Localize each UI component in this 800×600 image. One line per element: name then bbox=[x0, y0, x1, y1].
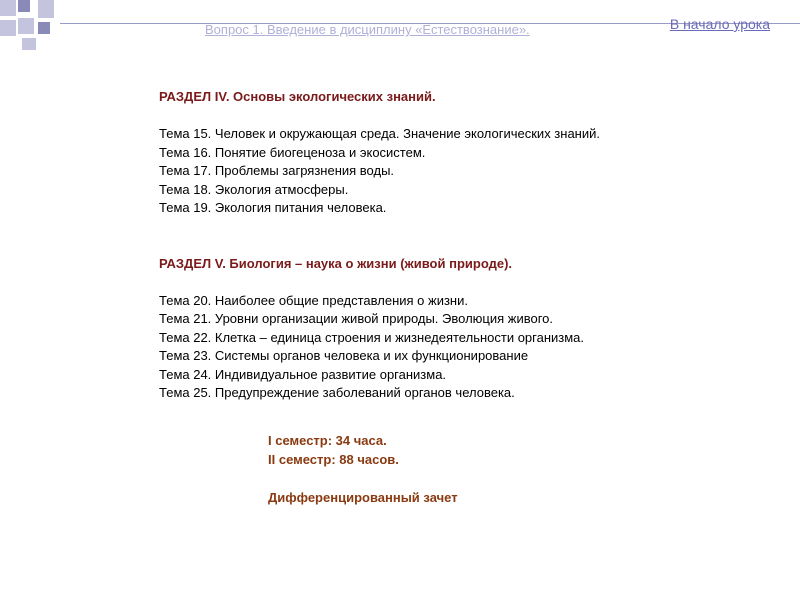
topic-item: Тема 15. Человек и окружающая среда. Значение экологических знаний. bbox=[159, 126, 600, 141]
section-title: РАЗДЕЛ V. Биология – наука о жизни (живой природе). bbox=[159, 255, 513, 271]
topic-item: Тема 17. Проблемы загрязнения воды. bbox=[159, 163, 395, 178]
topic-item: Тема 16. Понятие биогеценоза и экосистем. bbox=[159, 144, 426, 160]
topic-item: Тема 21. Уровни организации живой природы. Эволюция живого. bbox=[159, 311, 554, 326]
semester-hours: I семестр: 34 часа. bbox=[268, 433, 387, 448]
course-content bbox=[118, 88, 644, 403]
topic-item: Тема 20. Наиболее общие представления о жизни. bbox=[159, 292, 468, 308]
decor-square bbox=[18, 0, 30, 12]
hours-summary bbox=[268, 431, 458, 507]
topic-item: Тема 25. Предупреждение заболеваний органов человека. bbox=[159, 385, 515, 400]
section-title: РАЗДЕЛ IV. Основы экологических знаний. bbox=[159, 89, 436, 104]
topic-item: Тема 23. Системы органов человека и их функционирование bbox=[159, 348, 529, 363]
decor-square bbox=[0, 0, 16, 16]
topic-item: Тема 18. Экология атмосферы. bbox=[159, 181, 349, 197]
assessment-type: Дифференцированный зачет bbox=[268, 490, 458, 505]
topic-item: Тема 19. Экология питания человека. bbox=[159, 200, 387, 215]
decor-square bbox=[18, 18, 34, 34]
topic-item: Тема 22. Клетка – единица строения и жизнедеятельности организма. bbox=[159, 329, 585, 345]
decor-square bbox=[38, 22, 50, 34]
decor-square bbox=[0, 20, 16, 36]
decor-square bbox=[22, 38, 36, 50]
home-link[interactable]: В начало урока bbox=[669, 16, 770, 32]
semester-hours: II семестр: 88 часов. bbox=[268, 452, 399, 467]
topic-item: Тема 24. Индивидуальное развитие организма. bbox=[159, 366, 447, 382]
breadcrumb-link[interactable]: Вопрос 1. Введение в дисциплину «Естествознание». bbox=[205, 22, 530, 37]
decor-square bbox=[38, 0, 54, 18]
